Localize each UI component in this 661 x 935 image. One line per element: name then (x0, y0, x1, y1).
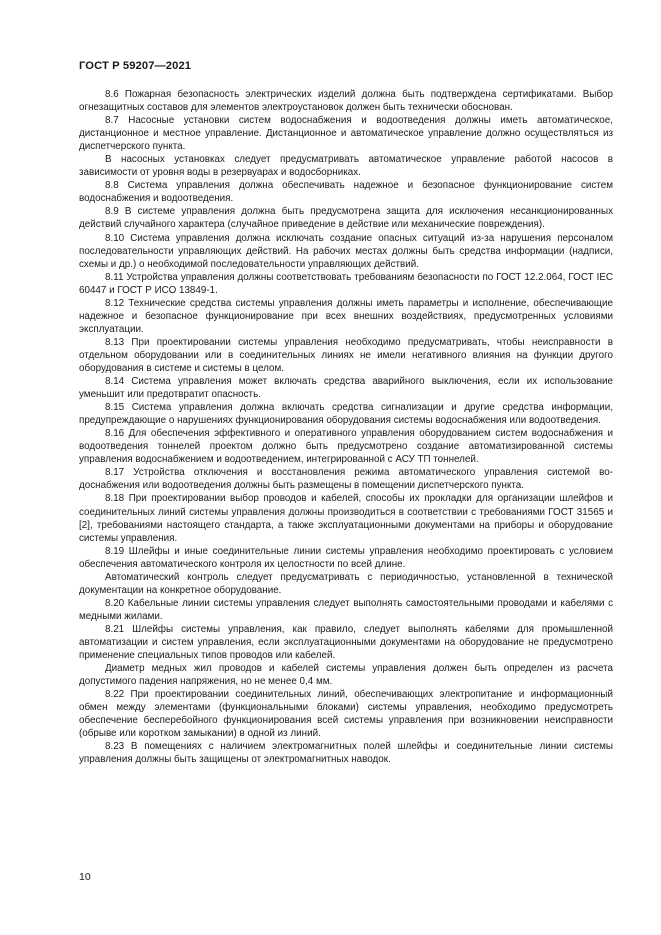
paragraph-8-23: 8.23 В помещениях с наличием электромагнитных полей шлейфы и соединительные линии системы управления должны быть защищены от электромагнитных наводок. (79, 741, 613, 766)
paragraph-8-7: 8.7 Насосные установки систем водоснабжения и водоотведения должны иметь автоматическое, дистанционное и местное управление. Дистанционное и автоматическое управление должно осуществляться из диспетчерского пункта. (79, 115, 613, 153)
paragraph-8-22: 8.22 При проектировании соединительных линий, обеспечивающих электропитание и информационный обмен между элементами (функциональными блоками) системы управления, необходимо предусмотреть обеспечение бесперебойного функционирования всей системы управления при возникновении неисправности (обрыве или коротком замыкании) в одной из линий. (79, 689, 613, 740)
paragraph-8-6: 8.6 Пожарная безопасность электрических изделий должна быть подтверждена сертификатами. Выбор огнезащитных составов для элементов электроустановок должен быть технически обоснован. (79, 89, 613, 114)
paragraph-8-8: 8.8 Система управления должна обеспечивать надежное и безопасное функционирование систем водоснабжения и водоотведения. (79, 180, 613, 205)
paragraph-8-21-continued: Диаметр медных жил проводов и кабелей системы управления должен быть определен из расчета допустимого падения напряжения, но не менее 0,4 мм. (79, 663, 613, 688)
paragraph-8-18: 8.18 При проектировании выбор проводов и кабелей, способы их прокладки для организации шлейфов и соединительных линий системы управления должны производиться в соответствии с требованиями ГОСТ 31565 и [2], требованиями настоящего стандарта, а также эксплуатационными документами на приборы и оборудование системы управления. (79, 493, 613, 544)
page-number: 10 (79, 871, 91, 883)
paragraph-8-14: 8.14 Система управления может включать средства аварийного выключения, если их использование уменьшит или предотвратит опасность. (79, 376, 613, 401)
paragraph-8-16: 8.16 Для обеспечения эффективного и оперативного управления оборудованием систем водоснабжения и водоотведения тоннелей проектом должно быть предусмотрено создание автоматизированной системы управления водоснабжением и водоотведением, интегрированной с АСУ ТП тоннелей. (79, 428, 613, 466)
paragraph-8-12: 8.12 Технические средства системы управления должны иметь параметры и исполнение, обеспечивающие надежное и безопасное функционирование при всех внешних воздействиях, предусмотренных условиями эксплуатации. (79, 297, 613, 335)
paragraph-8-7-continued: В насосных установках следует предусматривать автоматическое управление работой насосов в зависимости от уровня воды в резервуарах и водосборниках. (79, 154, 613, 179)
document-header: ГОСТ Р 59207—2021 (79, 60, 192, 72)
document-body (79, 88, 613, 766)
paragraph-8-19: 8.19 Шлейфы и иные соединительные линии системы управления необходимо проектировать с условием обеспечения автоматического контроля их целостности по всей длине. (79, 545, 613, 570)
paragraph-8-17: 8.17 Устройства отключения и восстановления режима автоматического управления системой водоснабжения или водоотведения должны быть размещены в помещении диспетчерского пункта. (79, 467, 613, 492)
paragraph-8-9: 8.9 В системе управления должна быть предусмотрена защита для исключения несанкционированных действий случайного характера (случайное приведение в действие или механические повреждения). (79, 206, 613, 231)
paragraph-8-15: 8.15 Система управления должна включать средства сигнализации и другие средства информации, предупреждающие о нарушениях функционирования оборудования системы водоснабжения или водоотведения. (79, 402, 613, 427)
paragraph-8-21: 8.21 Шлейфы системы управления, как правило, следует выполнять кабелями для промышленной автоматизации и систем управления, если эксплуатационными документами на оборудование не предусмотрено применение специальных типов проводов или кабелей. (79, 623, 613, 662)
paragraph-8-19-continued: Автоматический контроль следует предусматривать с периодичностью, установленной в технической документации на конкретное оборудование. (79, 571, 613, 596)
paragraph-8-13: 8.13 При проектировании системы управления необходимо предусматривать, чтобы неисправности в отдельном оборудовании или в соединительных линиях не имели негативного влияния на функции другого оборудования в системе и системы в целом. (79, 336, 613, 374)
paragraph-8-11: 8.11 Устройства управления должны соответствовать требованиям безопасности по ГОСТ 12.2.064, ГОСТ IEC 60447 и ГОСТ Р ИСО 13849-1. (79, 271, 613, 296)
paragraph-8-20: 8.20 Кабельные линии системы управления следует выполнять самостоятельными проводами и кабелями с медными жилами. (79, 597, 613, 622)
paragraph-8-10: 8.10 Система управления должна исключать создание опасных ситуаций из-за нарушения персоналом последовательности управляющих действий. На рабочих местах должны быть средства информации (надписи, схемы и др.) о необходимой последовательности управляющих действий. (79, 232, 613, 270)
